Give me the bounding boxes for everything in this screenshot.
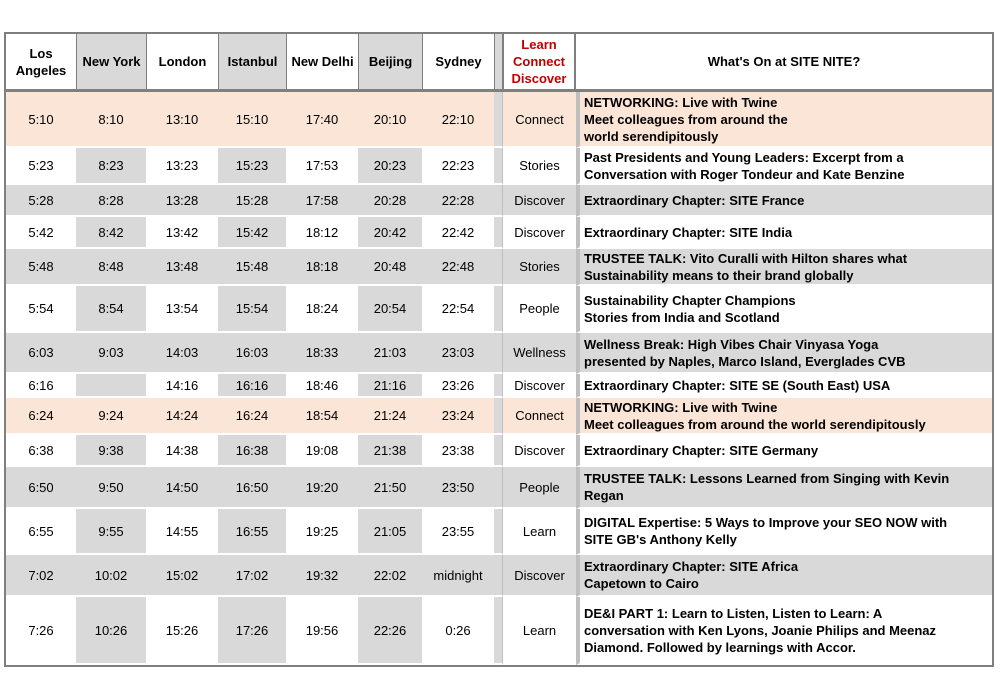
time-new-york: 8:28 bbox=[76, 185, 146, 217]
session-category: Learn bbox=[502, 509, 576, 555]
time-london: 13:28 bbox=[146, 185, 218, 217]
header-new-delhi: New Delhi bbox=[286, 34, 358, 92]
table-row bbox=[6, 185, 992, 217]
description-line: SITE GB's Anthony Kelly bbox=[584, 532, 737, 547]
column-gap bbox=[494, 467, 502, 509]
time-new-york: 9:03 bbox=[76, 333, 146, 374]
session-description bbox=[576, 217, 992, 249]
header-los-angeles: Los Angeles bbox=[6, 34, 76, 92]
time-new-delhi: 19:08 bbox=[286, 435, 358, 467]
time-beijing: 20:48 bbox=[358, 249, 422, 286]
time-sydney: 0:26 bbox=[422, 597, 494, 665]
description-line: TRUSTEE TALK: Vito Curalli with Hilton shares what bbox=[584, 250, 908, 266]
description-line: Conversation with Roger Tondeur and Kate Benzine bbox=[584, 166, 905, 182]
table-row bbox=[6, 435, 992, 467]
time-beijing: 22:02 bbox=[358, 555, 422, 597]
time-los-angeles: 6:38 bbox=[6, 435, 76, 467]
header-learn: Learn bbox=[521, 37, 557, 52]
time-new-york: 8:10 bbox=[76, 92, 146, 148]
time-london: 13:48 bbox=[146, 249, 218, 286]
time-new-york: 8:54 bbox=[76, 286, 146, 333]
time-new-delhi: 18:33 bbox=[286, 333, 358, 374]
time-new-delhi: 19:20 bbox=[286, 467, 358, 509]
session-description bbox=[576, 249, 992, 286]
time-istanbul: 16:24 bbox=[218, 398, 286, 435]
description-line: conversation with Ken Lyons, Joanie Philips and Meenaz bbox=[584, 622, 937, 638]
time-istanbul: 15:54 bbox=[218, 286, 286, 333]
time-new-york: 8:23 bbox=[76, 148, 146, 185]
time-london: 14:03 bbox=[146, 333, 218, 374]
time-sydney: 22:23 bbox=[422, 148, 494, 185]
column-gap bbox=[494, 249, 502, 286]
time-new-delhi: 19:56 bbox=[286, 597, 358, 665]
description-line: Sustainability means to their brand globally bbox=[584, 267, 854, 283]
session-category: Connect bbox=[502, 398, 576, 435]
session-category: Discover bbox=[502, 185, 576, 217]
time-london: 14:55 bbox=[146, 509, 218, 555]
header-sydney: Sydney bbox=[422, 34, 494, 92]
table-row bbox=[6, 374, 992, 398]
time-los-angeles: 5:23 bbox=[6, 148, 76, 185]
time-new-york: 9:24 bbox=[76, 398, 146, 435]
description-line: presented by Naples, Marco Island, Everglades CVB bbox=[584, 353, 906, 369]
table-row bbox=[6, 249, 992, 286]
time-istanbul: 17:02 bbox=[218, 555, 286, 597]
time-beijing: 20:23 bbox=[358, 148, 422, 185]
session-category: Connect bbox=[502, 92, 576, 148]
session-category: Discover bbox=[502, 555, 576, 597]
time-los-angeles: 6:03 bbox=[6, 333, 76, 374]
time-london: 14:24 bbox=[146, 398, 218, 435]
session-category: Discover bbox=[502, 217, 576, 249]
table-row bbox=[6, 333, 992, 374]
column-gap bbox=[494, 217, 502, 249]
description-line: Past Presidents and Young Leaders: Excerpt from a bbox=[584, 149, 904, 165]
time-sydney: 23:50 bbox=[422, 467, 494, 509]
time-new-york: 10:02 bbox=[76, 555, 146, 597]
time-london: 13:54 bbox=[146, 286, 218, 333]
time-beijing: 21:16 bbox=[358, 374, 422, 398]
table-row bbox=[6, 148, 992, 185]
description-line: Stories from India and Scotland bbox=[584, 309, 780, 325]
session-description bbox=[576, 185, 992, 217]
time-new-york: 9:50 bbox=[76, 467, 146, 509]
time-sydney: 22:48 bbox=[422, 249, 494, 286]
time-istanbul: 16:50 bbox=[218, 467, 286, 509]
time-los-angeles: 5:10 bbox=[6, 92, 76, 148]
time-istanbul: 15:42 bbox=[218, 217, 286, 249]
time-beijing: 20:28 bbox=[358, 185, 422, 217]
time-new-york: 8:42 bbox=[76, 217, 146, 249]
header-new-york: New York bbox=[76, 34, 146, 92]
time-new-delhi: 18:24 bbox=[286, 286, 358, 333]
header-whats-on: What's On at SITE NITE? bbox=[576, 34, 992, 92]
column-gap bbox=[494, 148, 502, 185]
description-line: DIGITAL Expertise: 5 Ways to Improve your SEO NOW with bbox=[584, 515, 948, 530]
time-istanbul: 17:26 bbox=[218, 597, 286, 665]
header-london: London bbox=[146, 34, 218, 92]
time-sydney: midnight bbox=[422, 555, 494, 597]
time-new-delhi: 18:18 bbox=[286, 249, 358, 286]
time-sydney: 23:55 bbox=[422, 509, 494, 555]
time-los-angeles: 7:02 bbox=[6, 555, 76, 597]
time-new-delhi: 18:46 bbox=[286, 374, 358, 398]
schedule-table bbox=[6, 34, 992, 665]
table-row bbox=[6, 555, 992, 597]
time-los-angeles: 5:54 bbox=[6, 286, 76, 333]
time-london: 13:23 bbox=[146, 148, 218, 185]
description-line: NETWORKING: Live with Twine bbox=[584, 94, 778, 110]
session-category: Discover bbox=[502, 374, 576, 398]
time-new-york bbox=[76, 374, 146, 398]
time-london: 14:38 bbox=[146, 435, 218, 467]
header-row bbox=[6, 34, 992, 92]
column-gap bbox=[494, 374, 502, 398]
time-los-angeles: 6:50 bbox=[6, 467, 76, 509]
column-gap bbox=[494, 92, 502, 148]
time-sydney: 22:42 bbox=[422, 217, 494, 249]
time-istanbul: 15:23 bbox=[218, 148, 286, 185]
session-category: People bbox=[502, 286, 576, 333]
column-gap bbox=[494, 597, 502, 665]
description-line: Wellness Break: High Vibes Chair Vinyasa Yoga bbox=[584, 336, 879, 352]
time-new-delhi: 18:54 bbox=[286, 398, 358, 435]
time-beijing: 20:54 bbox=[358, 286, 422, 333]
time-sydney: 22:54 bbox=[422, 286, 494, 333]
schedule-frame bbox=[4, 32, 994, 667]
description-line: DE&I PART 1: Learn to Listen, Listen to Learn: A bbox=[584, 605, 883, 621]
header-connect: Connect bbox=[513, 54, 565, 69]
time-los-angeles: 5:42 bbox=[6, 217, 76, 249]
column-gap bbox=[494, 435, 502, 467]
time-new-delhi: 17:58 bbox=[286, 185, 358, 217]
description-line: NETWORKING: Live with Twine bbox=[584, 399, 778, 415]
time-london: 13:42 bbox=[146, 217, 218, 249]
schedule-body bbox=[6, 92, 992, 665]
session-description bbox=[576, 509, 992, 555]
session-category: Discover bbox=[502, 435, 576, 467]
description-line: Meet colleagues from around the world serendipitously bbox=[584, 416, 926, 432]
time-los-angeles: 6:55 bbox=[6, 509, 76, 555]
time-sydney: 23:24 bbox=[422, 398, 494, 435]
time-sydney: 23:38 bbox=[422, 435, 494, 467]
time-london: 15:02 bbox=[146, 555, 218, 597]
description-line: Sustainability Chapter Champions bbox=[584, 292, 796, 308]
time-london: 15:26 bbox=[146, 597, 218, 665]
session-description bbox=[576, 374, 992, 398]
time-beijing: 21:05 bbox=[358, 509, 422, 555]
session-description bbox=[576, 333, 992, 374]
description-line: TRUSTEE TALK: Lessons Learned from Singing with Kevin bbox=[584, 471, 950, 486]
time-beijing: 21:24 bbox=[358, 398, 422, 435]
time-beijing: 20:42 bbox=[358, 217, 422, 249]
session-category: Stories bbox=[502, 249, 576, 286]
description-line: Extraordinary Chapter: SITE France bbox=[584, 192, 805, 208]
time-new-york: 10:26 bbox=[76, 597, 146, 665]
time-istanbul: 16:55 bbox=[218, 509, 286, 555]
time-beijing: 21:50 bbox=[358, 467, 422, 509]
table-row bbox=[6, 509, 992, 555]
table-row bbox=[6, 286, 992, 333]
session-description bbox=[576, 555, 992, 597]
time-istanbul: 16:16 bbox=[218, 374, 286, 398]
header-beijing: Beijing bbox=[358, 34, 422, 92]
session-description bbox=[576, 148, 992, 185]
session-description bbox=[576, 597, 992, 665]
table-row bbox=[6, 92, 992, 148]
time-istanbul: 15:10 bbox=[218, 92, 286, 148]
column-gap bbox=[494, 286, 502, 333]
table-row bbox=[6, 398, 992, 435]
description-line: Extraordinary Chapter: SITE Africa bbox=[584, 559, 799, 574]
header-discover: Discover bbox=[511, 71, 567, 86]
time-los-angeles: 6:24 bbox=[6, 398, 76, 435]
time-istanbul: 16:38 bbox=[218, 435, 286, 467]
time-london: 14:16 bbox=[146, 374, 218, 398]
description-line: Regan bbox=[584, 488, 624, 503]
description-line: Meet colleagues from around the bbox=[584, 111, 788, 127]
description-line: Extraordinary Chapter: SITE Germany bbox=[584, 442, 819, 458]
time-sydney: 22:28 bbox=[422, 185, 494, 217]
time-istanbul: 16:03 bbox=[218, 333, 286, 374]
session-category: Stories bbox=[502, 148, 576, 185]
description-line: world serendipitously bbox=[584, 128, 719, 144]
header-istanbul: Istanbul bbox=[218, 34, 286, 92]
time-sydney: 23:03 bbox=[422, 333, 494, 374]
time-new-york: 9:38 bbox=[76, 435, 146, 467]
time-new-york: 9:55 bbox=[76, 509, 146, 555]
table-row bbox=[6, 217, 992, 249]
time-istanbul: 15:28 bbox=[218, 185, 286, 217]
session-description bbox=[576, 398, 992, 435]
description-line: Capetown to Cairo bbox=[584, 576, 699, 591]
table-row bbox=[6, 467, 992, 509]
column-gap bbox=[494, 555, 502, 597]
time-london: 13:10 bbox=[146, 92, 218, 148]
description-line: Diamond. Followed by learnings with Accor. bbox=[584, 639, 856, 655]
session-category: Learn bbox=[502, 597, 576, 665]
time-new-delhi: 18:12 bbox=[286, 217, 358, 249]
session-category: People bbox=[502, 467, 576, 509]
time-new-delhi: 19:32 bbox=[286, 555, 358, 597]
time-new-york: 8:48 bbox=[76, 249, 146, 286]
time-new-delhi: 19:25 bbox=[286, 509, 358, 555]
header-learn-connect-discover bbox=[502, 34, 576, 92]
session-description bbox=[576, 435, 992, 467]
time-sydney: 23:26 bbox=[422, 374, 494, 398]
time-beijing: 21:38 bbox=[358, 435, 422, 467]
time-istanbul: 15:48 bbox=[218, 249, 286, 286]
time-beijing: 21:03 bbox=[358, 333, 422, 374]
time-new-delhi: 17:40 bbox=[286, 92, 358, 148]
time-los-angeles: 6:16 bbox=[6, 374, 76, 398]
time-los-angeles: 5:28 bbox=[6, 185, 76, 217]
column-gap bbox=[494, 185, 502, 217]
column-gap bbox=[494, 509, 502, 555]
time-sydney: 22:10 bbox=[422, 92, 494, 148]
table-row bbox=[6, 597, 992, 665]
time-beijing: 20:10 bbox=[358, 92, 422, 148]
time-new-delhi: 17:53 bbox=[286, 148, 358, 185]
session-description bbox=[576, 286, 992, 333]
header-gap bbox=[494, 34, 502, 92]
description-line: Extraordinary Chapter: SITE SE (South East) USA bbox=[584, 377, 891, 393]
column-gap bbox=[494, 333, 502, 374]
description-line: Extraordinary Chapter: SITE India bbox=[584, 224, 793, 240]
session-description bbox=[576, 92, 992, 148]
time-los-angeles: 7:26 bbox=[6, 597, 76, 665]
time-london: 14:50 bbox=[146, 467, 218, 509]
session-description bbox=[576, 467, 992, 509]
time-beijing: 22:26 bbox=[358, 597, 422, 665]
time-los-angeles: 5:48 bbox=[6, 249, 76, 286]
session-category: Wellness bbox=[502, 333, 576, 374]
column-gap bbox=[494, 398, 502, 435]
